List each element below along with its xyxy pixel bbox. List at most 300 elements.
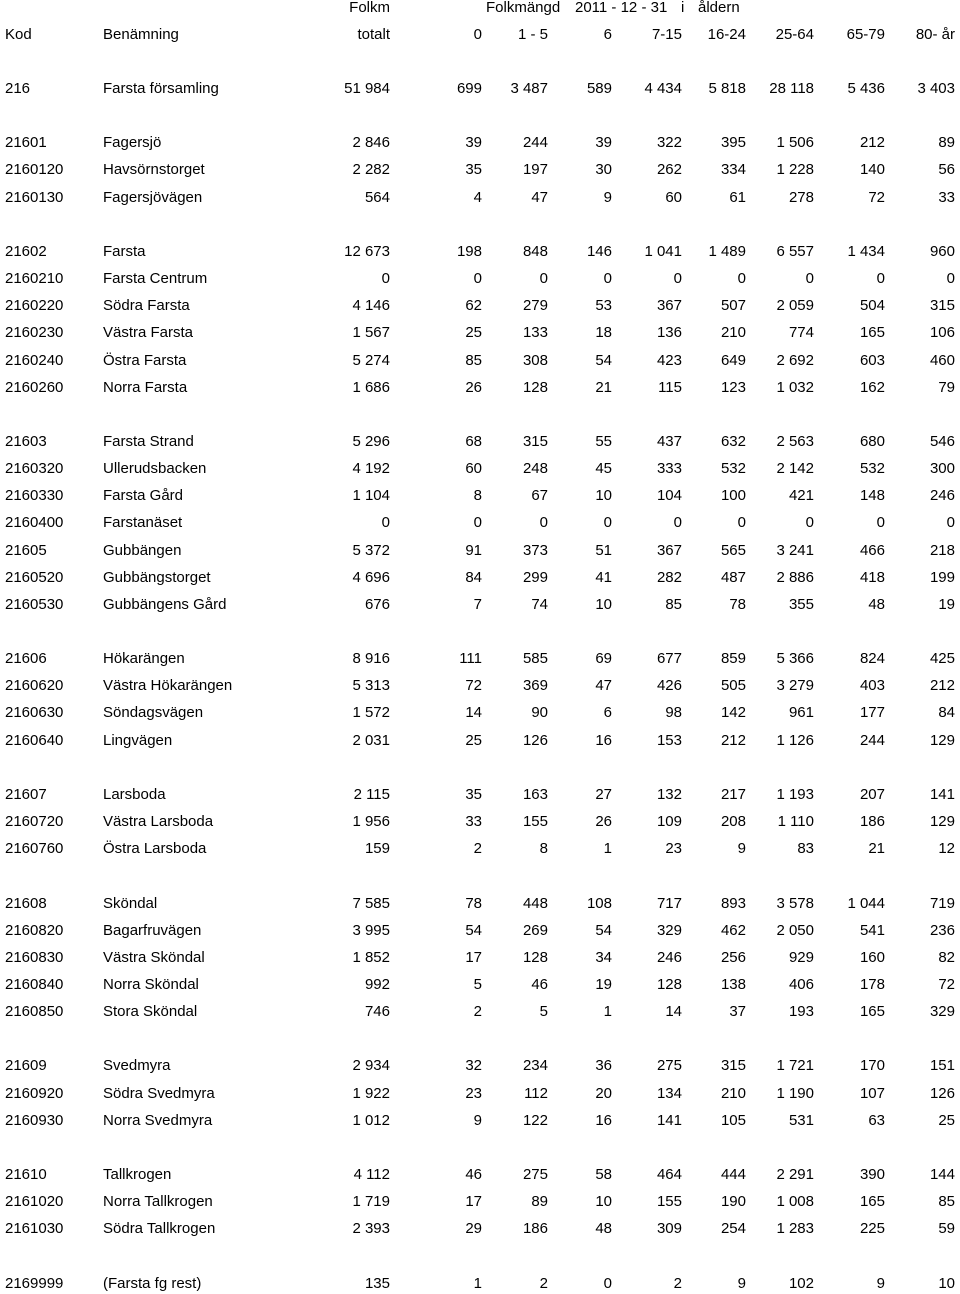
cell-age-80: 59 <box>938 1220 955 1237</box>
cell-age-0: 7 <box>473 596 482 613</box>
cell-age-0: 60 <box>465 460 482 477</box>
cell-age-7-15: 4 434 <box>644 80 682 97</box>
cell-totalt: 1 719 <box>352 1193 390 1210</box>
cell-kod: 2160640 <box>5 732 64 749</box>
cell-age-7-15: 367 <box>656 542 682 559</box>
cell-kod: 2161030 <box>5 1220 64 1237</box>
cell-age-1-5: 373 <box>522 542 548 559</box>
cell-totalt: 5 296 <box>352 433 390 450</box>
cell-kod: 2160400 <box>5 514 64 531</box>
cell-kod: 2160240 <box>5 352 64 369</box>
cell-age-6: 30 <box>595 161 612 178</box>
cell-age-65-79: 504 <box>859 297 885 314</box>
cell-age-65-79: 107 <box>859 1085 885 1102</box>
cell-age-7-15: 14 <box>665 1003 682 1020</box>
cell-age-16-24: 78 <box>729 596 746 613</box>
cell-totalt: 0 <box>381 270 390 287</box>
cell-age-0: 5 <box>473 976 482 993</box>
cell-age-7-15: 333 <box>656 460 682 477</box>
cell-age-16-24: 315 <box>720 1057 746 1074</box>
cell-age-25-64: 2 059 <box>776 297 814 314</box>
cell-age-65-79: 390 <box>859 1166 885 1183</box>
cell-age-80: 236 <box>929 922 955 939</box>
cell-age-65-79: 603 <box>859 352 885 369</box>
cell-age-80: 89 <box>938 134 955 151</box>
cell-age-25-64: 2 692 <box>776 352 814 369</box>
header-aldern: åldern <box>698 0 740 16</box>
cell-kod: 21605 <box>5 542 47 559</box>
cell-kod: 2160220 <box>5 297 64 314</box>
cell-benamning: Västra Hökarängen <box>103 677 233 694</box>
cell-age-25-64: 1 193 <box>776 786 814 803</box>
cell-age-80: 151 <box>929 1057 955 1074</box>
cell-age-80: 141 <box>929 786 955 803</box>
cell-age-0: 2 <box>473 840 482 857</box>
cell-benamning: Fagersjö <box>103 134 162 151</box>
cell-kod: 2160630 <box>5 704 64 721</box>
cell-kod: 216 <box>5 80 31 97</box>
cell-kod: 21601 <box>5 134 47 151</box>
cell-age-16-24: 254 <box>720 1220 746 1237</box>
cell-age-16-24: 190 <box>720 1193 746 1210</box>
cell-age-65-79: 63 <box>868 1112 885 1129</box>
cell-age-0: 198 <box>456 243 482 260</box>
cell-benamning: Norra Svedmyra <box>103 1112 213 1129</box>
cell-kod: 2160260 <box>5 379 64 396</box>
cell-age-65-79: 418 <box>859 569 885 586</box>
cell-age-25-64: 929 <box>788 949 814 966</box>
cell-age-1-5: 90 <box>531 704 548 721</box>
cell-benamning: Gubbängens Gård <box>103 596 227 613</box>
cell-age-25-64: 1 190 <box>776 1085 814 1102</box>
cell-age-1-5: 128 <box>522 949 548 966</box>
header-age-25-64: 25-64 <box>775 26 814 43</box>
cell-age-0: 0 <box>473 514 482 531</box>
cell-totalt: 3 995 <box>352 922 390 939</box>
cell-age-65-79: 225 <box>859 1220 885 1237</box>
cell-age-80: 315 <box>929 297 955 314</box>
cell-age-65-79: 186 <box>859 813 885 830</box>
cell-age-0: 17 <box>465 1193 482 1210</box>
cell-age-6: 48 <box>595 1220 612 1237</box>
cell-age-25-64: 774 <box>788 324 814 341</box>
cell-age-7-15: 141 <box>656 1112 682 1129</box>
cell-age-7-15: 464 <box>656 1166 682 1183</box>
cell-age-16-24: 487 <box>720 569 746 586</box>
cell-age-16-24: 0 <box>737 514 746 531</box>
cell-age-0: 2 <box>473 1003 482 1020</box>
cell-age-0: 62 <box>465 297 482 314</box>
cell-age-65-79: 466 <box>859 542 885 559</box>
cell-kod: 2160820 <box>5 922 64 939</box>
cell-age-16-24: 210 <box>720 1085 746 1102</box>
cell-kod: 2160840 <box>5 976 64 993</box>
cell-age-6: 45 <box>595 460 612 477</box>
cell-age-1-5: 67 <box>531 487 548 504</box>
cell-age-7-15: 262 <box>656 161 682 178</box>
cell-benamning: (Farsta fg rest) <box>103 1275 202 1292</box>
cell-age-80: 56 <box>938 161 955 178</box>
cell-age-16-24: 462 <box>720 922 746 939</box>
cell-age-25-64: 1 506 <box>776 134 814 151</box>
cell-totalt: 4 146 <box>352 297 390 314</box>
cell-age-25-64: 355 <box>788 596 814 613</box>
cell-age-7-15: 132 <box>656 786 682 803</box>
cell-age-1-5: 248 <box>522 460 548 477</box>
cell-benamning: Norra Sköndal <box>103 976 199 993</box>
cell-benamning: Stora Sköndal <box>103 1003 198 1020</box>
cell-age-7-15: 309 <box>656 1220 682 1237</box>
cell-age-25-64: 0 <box>805 514 814 531</box>
cell-totalt: 992 <box>364 976 390 993</box>
cell-age-7-15: 85 <box>665 596 682 613</box>
cell-age-7-15: 2 <box>673 1275 682 1292</box>
cell-age-0: 699 <box>456 80 482 97</box>
cell-age-65-79: 165 <box>859 324 885 341</box>
cell-age-16-24: 138 <box>720 976 746 993</box>
cell-age-80: 106 <box>929 324 955 341</box>
cell-benamning: Farsta Strand <box>103 433 194 450</box>
cell-age-16-24: 632 <box>720 433 746 450</box>
cell-kod: 21608 <box>5 895 47 912</box>
cell-benamning: Farsta Centrum <box>103 270 208 287</box>
cell-kod: 2160850 <box>5 1003 64 1020</box>
cell-age-6: 41 <box>595 569 612 586</box>
cell-benamning: Västra Farsta <box>103 324 194 341</box>
cell-benamning: Gubbängstorget <box>103 569 211 586</box>
cell-age-25-64: 2 886 <box>776 569 814 586</box>
cell-age-0: 72 <box>465 677 482 694</box>
cell-age-0: 85 <box>465 352 482 369</box>
cell-age-80: 246 <box>929 487 955 504</box>
cell-age-80: 460 <box>929 352 955 369</box>
cell-age-7-15: 104 <box>656 487 682 504</box>
cell-age-0: 68 <box>465 433 482 450</box>
cell-age-6: 0 <box>603 514 612 531</box>
cell-kod: 2160760 <box>5 840 64 857</box>
cell-age-16-24: 1 489 <box>708 243 746 260</box>
cell-age-25-64: 83 <box>797 840 814 857</box>
cell-age-65-79: 207 <box>859 786 885 803</box>
cell-age-0: 4 <box>473 189 482 206</box>
cell-age-25-64: 1 008 <box>776 1193 814 1210</box>
cell-age-7-15: 115 <box>658 379 682 396</box>
cell-age-16-24: 61 <box>729 189 746 206</box>
cell-age-80: 3 403 <box>917 80 955 97</box>
cell-age-25-64: 5 366 <box>776 650 814 667</box>
cell-age-65-79: 170 <box>859 1057 885 1074</box>
cell-age-6: 69 <box>595 650 612 667</box>
cell-age-80: 126 <box>929 1085 955 1102</box>
cell-totalt: 4 192 <box>352 460 390 477</box>
cell-age-0: 9 <box>473 1112 482 1129</box>
cell-age-1-5: 299 <box>522 569 548 586</box>
cell-age-65-79: 21 <box>868 840 885 857</box>
cell-age-6: 54 <box>595 352 612 369</box>
cell-totalt: 2 846 <box>352 134 390 151</box>
cell-age-6: 6 <box>603 704 612 721</box>
cell-age-16-24: 37 <box>729 1003 746 1020</box>
cell-age-1-5: 279 <box>522 297 548 314</box>
cell-age-65-79: 1 434 <box>847 243 885 260</box>
cell-age-0: 35 <box>465 161 482 178</box>
cell-benamning: Ullerudsbacken <box>103 460 207 477</box>
cell-age-25-64: 531 <box>788 1112 814 1129</box>
cell-age-65-79: 9 <box>876 1275 885 1292</box>
cell-benamning: Farsta Gård <box>103 487 184 504</box>
cell-age-0: 84 <box>465 569 482 586</box>
cell-kod: 2160920 <box>5 1085 64 1102</box>
cell-benamning: Södra Svedmyra <box>103 1085 215 1102</box>
cell-age-65-79: 162 <box>859 379 885 396</box>
cell-age-25-64: 1 126 <box>776 732 814 749</box>
cell-benamning: Hökarängen <box>103 650 185 667</box>
cell-age-65-79: 140 <box>859 161 885 178</box>
cell-age-16-24: 565 <box>720 542 746 559</box>
cell-age-7-15: 275 <box>656 1057 682 1074</box>
cell-age-6: 146 <box>586 243 612 260</box>
cell-age-80: 129 <box>929 813 955 830</box>
cell-age-80: 25 <box>938 1112 955 1129</box>
cell-age-1-5: 112 <box>524 1085 548 1102</box>
cell-age-6: 10 <box>595 1193 612 1210</box>
cell-age-6: 16 <box>595 732 612 749</box>
cell-age-16-24: 217 <box>720 786 746 803</box>
cell-totalt: 5 372 <box>352 542 390 559</box>
cell-age-0: 78 <box>465 895 482 912</box>
cell-benamning: Larsboda <box>103 786 166 803</box>
cell-age-16-24: 9 <box>737 1275 746 1292</box>
cell-age-16-24: 507 <box>720 297 746 314</box>
cell-age-25-64: 3 279 <box>776 677 814 694</box>
cell-age-65-79: 824 <box>859 650 885 667</box>
cell-age-6: 21 <box>595 379 612 396</box>
cell-totalt: 51 984 <box>344 80 390 97</box>
cell-totalt: 135 <box>364 1275 390 1292</box>
cell-age-7-15: 60 <box>665 189 682 206</box>
cell-age-0: 14 <box>465 704 482 721</box>
cell-age-80: 719 <box>929 895 955 912</box>
cell-age-16-24: 142 <box>720 704 746 721</box>
cell-age-0: 23 <box>465 1085 482 1102</box>
cell-benamning: Lingvägen <box>103 732 173 749</box>
cell-kod: 2160210 <box>5 270 64 287</box>
cell-kod: 2160120 <box>5 161 64 178</box>
cell-age-6: 47 <box>595 677 612 694</box>
cell-age-0: 91 <box>465 542 482 559</box>
cell-age-80: 212 <box>929 677 955 694</box>
cell-age-6: 589 <box>586 80 612 97</box>
cell-age-16-24: 893 <box>720 895 746 912</box>
cell-age-16-24: 210 <box>720 324 746 341</box>
cell-age-65-79: 177 <box>859 704 885 721</box>
cell-totalt: 1 852 <box>352 949 390 966</box>
cell-age-7-15: 0 <box>673 514 682 531</box>
cell-kod: 2160230 <box>5 324 64 341</box>
cell-kod: 21609 <box>5 1057 47 1074</box>
cell-age-25-64: 1 283 <box>776 1220 814 1237</box>
cell-age-25-64: 278 <box>788 189 814 206</box>
cell-age-25-64: 2 142 <box>776 460 814 477</box>
cell-age-16-24: 505 <box>720 677 746 694</box>
cell-totalt: 1 567 <box>352 324 390 341</box>
cell-age-7-15: 136 <box>656 324 682 341</box>
cell-age-7-15: 109 <box>656 813 682 830</box>
cell-age-65-79: 5 436 <box>847 80 885 97</box>
cell-age-16-24: 5 818 <box>708 80 746 97</box>
cell-age-65-79: 165 <box>859 1003 885 1020</box>
cell-benamning: Gubbängen <box>103 542 182 559</box>
cell-age-16-24: 532 <box>720 460 746 477</box>
header-i: i <box>681 0 685 16</box>
cell-totalt: 8 916 <box>352 650 390 667</box>
cell-age-6: 26 <box>595 813 612 830</box>
cell-age-16-24: 256 <box>720 949 746 966</box>
cell-age-65-79: 72 <box>868 189 885 206</box>
cell-age-1-5: 126 <box>522 732 548 749</box>
cell-kod: 2169999 <box>5 1275 64 1292</box>
cell-age-6: 0 <box>603 1275 612 1292</box>
cell-age-80: 82 <box>938 949 955 966</box>
cell-age-16-24: 105 <box>720 1112 746 1129</box>
cell-age-65-79: 680 <box>859 433 885 450</box>
cell-age-1-5: 308 <box>522 352 548 369</box>
cell-totalt: 564 <box>364 189 390 206</box>
cell-age-6: 36 <box>595 1057 612 1074</box>
cell-age-6: 18 <box>595 324 612 341</box>
cell-age-0: 25 <box>465 324 482 341</box>
header-folkm: Folkm <box>349 0 390 16</box>
cell-age-1-5: 197 <box>522 161 548 178</box>
cell-age-6: 27 <box>595 786 612 803</box>
cell-age-25-64: 0 <box>805 270 814 287</box>
cell-totalt: 5 274 <box>352 352 390 369</box>
cell-kod: 21603 <box>5 433 47 450</box>
cell-age-25-64: 421 <box>788 487 814 504</box>
cell-age-0: 111 <box>459 650 482 667</box>
cell-benamning: Södra Tallkrogen <box>103 1220 216 1237</box>
header-age-6: 6 <box>603 26 612 43</box>
cell-age-80: 199 <box>929 569 955 586</box>
header-age-65-79: 65-79 <box>846 26 885 43</box>
cell-age-16-24: 100 <box>720 487 746 504</box>
cell-benamning: Norra Farsta <box>103 379 188 396</box>
cell-benamning: Tallkrogen <box>103 1166 172 1183</box>
cell-age-25-64: 1 032 <box>776 379 814 396</box>
cell-age-6: 34 <box>595 949 612 966</box>
cell-age-6: 19 <box>595 976 612 993</box>
cell-totalt: 2 031 <box>352 732 390 749</box>
cell-age-1-5: 128 <box>522 379 548 396</box>
cell-age-25-64: 6 557 <box>776 243 814 260</box>
header-age-80: 80- år <box>915 26 955 43</box>
cell-kod: 21602 <box>5 243 47 260</box>
cell-age-7-15: 128 <box>656 976 682 993</box>
cell-age-16-24: 649 <box>720 352 746 369</box>
cell-age-25-64: 3 578 <box>776 895 814 912</box>
cell-age-80: 0 <box>946 514 955 531</box>
cell-age-25-64: 102 <box>788 1275 814 1292</box>
cell-age-1-5: 3 487 <box>510 80 548 97</box>
cell-age-1-5: 0 <box>539 270 548 287</box>
cell-age-16-24: 395 <box>720 134 746 151</box>
cell-benamning: Södra Farsta <box>103 297 190 314</box>
cell-age-80: 33 <box>938 189 955 206</box>
cell-age-1-5: 186 <box>522 1220 548 1237</box>
header-age-16-24: 16-24 <box>707 26 746 43</box>
cell-totalt: 2 282 <box>352 161 390 178</box>
cell-age-7-15: 23 <box>665 840 682 857</box>
cell-totalt: 1 572 <box>352 704 390 721</box>
cell-age-0: 0 <box>473 270 482 287</box>
cell-totalt: 0 <box>381 514 390 531</box>
cell-age-7-15: 426 <box>656 677 682 694</box>
cell-age-1-5: 585 <box>522 650 548 667</box>
cell-age-7-15: 153 <box>656 732 682 749</box>
cell-age-25-64: 2 291 <box>776 1166 814 1183</box>
cell-kod: 2160330 <box>5 487 64 504</box>
cell-age-80: 85 <box>938 1193 955 1210</box>
cell-age-1-5: 848 <box>522 243 548 260</box>
cell-age-80: 425 <box>929 650 955 667</box>
cell-age-6: 20 <box>595 1085 612 1102</box>
cell-age-6: 54 <box>595 922 612 939</box>
cell-age-7-15: 437 <box>656 433 682 450</box>
cell-age-0: 39 <box>465 134 482 151</box>
cell-benamning: Sköndal <box>103 895 158 912</box>
cell-age-0: 26 <box>465 379 482 396</box>
cell-age-1-5: 2 <box>539 1275 548 1292</box>
cell-age-6: 10 <box>595 596 612 613</box>
cell-age-80: 12 <box>938 840 955 857</box>
header-benamning: Benämning <box>103 26 179 43</box>
cell-age-65-79: 541 <box>859 922 885 939</box>
cell-benamning: Farstanäset <box>103 514 183 531</box>
cell-age-25-64: 406 <box>788 976 814 993</box>
cell-age-65-79: 0 <box>876 270 885 287</box>
cell-totalt: 2 115 <box>353 786 390 803</box>
cell-age-1-5: 315 <box>522 433 548 450</box>
cell-age-7-15: 134 <box>656 1085 682 1102</box>
cell-totalt: 1 686 <box>352 379 390 396</box>
cell-age-1-5: 369 <box>522 677 548 694</box>
cell-age-25-64: 961 <box>788 704 814 721</box>
cell-totalt: 5 313 <box>352 677 390 694</box>
cell-age-6: 39 <box>595 134 612 151</box>
cell-age-0: 17 <box>465 949 482 966</box>
cell-age-25-64: 1 721 <box>776 1057 814 1074</box>
header-age-1-5: 1 - 5 <box>517 26 548 43</box>
cell-age-7-15: 367 <box>656 297 682 314</box>
cell-age-1-5: 269 <box>522 922 548 939</box>
cell-age-0: 1 <box>473 1275 482 1292</box>
cell-kod: 21610 <box>5 1166 47 1183</box>
cell-age-80: 329 <box>929 1003 955 1020</box>
cell-kod: 2160320 <box>5 460 64 477</box>
header-age-0: 0 <box>473 26 482 43</box>
cell-age-1-5: 46 <box>531 976 548 993</box>
cell-totalt: 159 <box>364 840 390 857</box>
cell-age-16-24: 9 <box>737 840 746 857</box>
cell-age-80: 19 <box>938 596 955 613</box>
cell-age-1-5: 5 <box>539 1003 548 1020</box>
cell-age-6: 16 <box>595 1112 612 1129</box>
cell-age-80: 0 <box>946 270 955 287</box>
cell-age-7-15: 246 <box>656 949 682 966</box>
cell-age-1-5: 122 <box>522 1112 548 1129</box>
cell-totalt: 12 673 <box>344 243 390 260</box>
cell-totalt: 746 <box>364 1003 390 1020</box>
